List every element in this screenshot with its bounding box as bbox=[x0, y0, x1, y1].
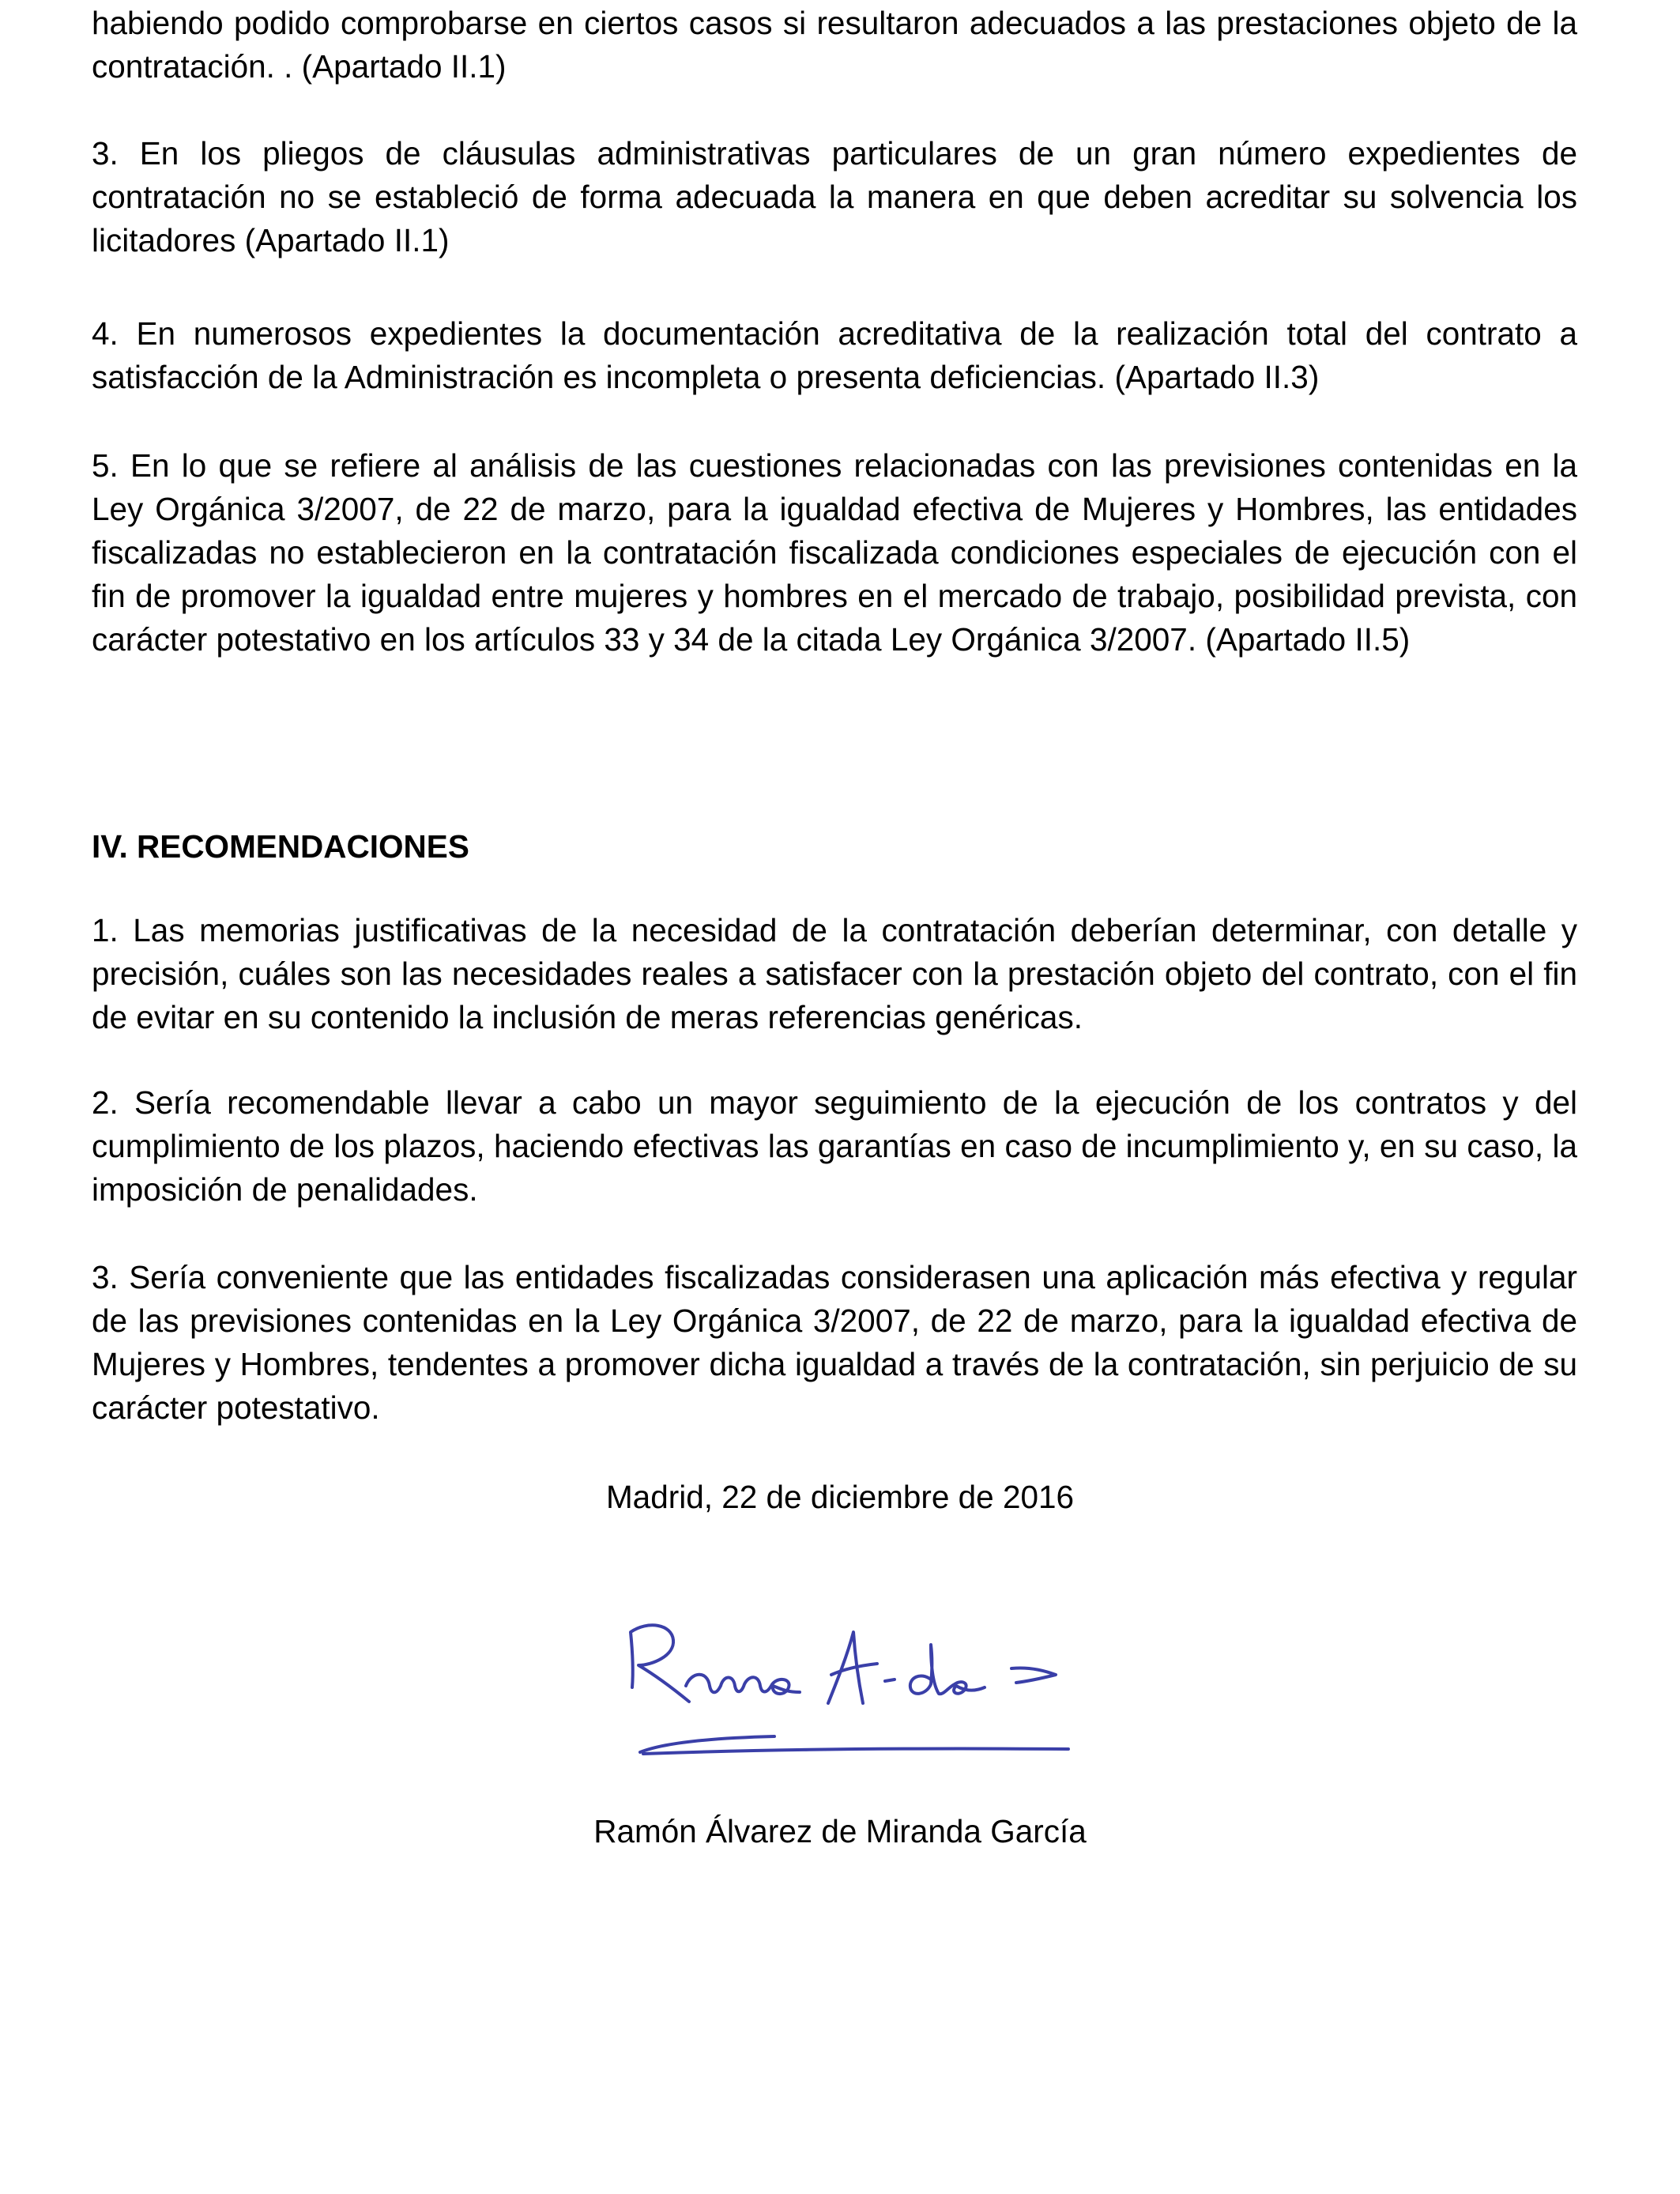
recommendation-paragraph-2: 2. Sería recomendable llevar a cabo un mayor seguimiento de la ejecución de los contratos y del cumplimiento de los plazos, haciendo efectivas las garantías en caso de incumplimiento y, en su caso, la imposición de penalidades. bbox=[92, 1084, 1577, 1208]
finding-paragraph-4: 4. En numerosos expedientes la documentación acreditativa de la realización total del contrato a satisfacción de la Administración es incompleta o presenta deficiencias. (Apartado II.3) bbox=[92, 315, 1577, 395]
place-date: Madrid, 22 de diciembre de 2016 bbox=[605, 1479, 1075, 1515]
recommendation-paragraph-3: 3. Sería conveniente que las entidades fiscalizadas considerasen una aplicación más efectiva y regular de las previsiones contenidas en la Ley Orgánica 3/2007, de 22 de marzo, para la igualdad efectiva de Mujeres y Hombres, tendentes a promover dicha igualdad a través de la contratación, sin perjuicio de su carácter potestativo. bbox=[92, 1259, 1577, 1426]
signatory-name: Ramón Álvarez de Miranda García bbox=[593, 1813, 1087, 1849]
handwritten-signature bbox=[616, 1593, 1090, 1766]
recommendations-heading: IV. RECOMENDACIONES bbox=[92, 828, 469, 865]
finding-paragraph-continuation: habiendo podido comprobarse en ciertos casos si resultaron adecuados a las prestaciones objeto de la contratación. . (Apartado II.1) bbox=[92, 5, 1577, 85]
finding-paragraph-3: 3. En los pliegos de cláusulas administrativas particulares de un gran número expedientes de contratación no se estableció de forma adecuada la manera en que deben acreditar su solvencia los licitadores (Apartado II.1) bbox=[92, 135, 1577, 258]
recommendation-paragraph-1: 1. Las memorias justificativas de la necesidad de la contratación deberían determinar, con detalle y precisión, cuáles son las necesidades reales a satisfacer con la prestación objeto del contrato, con el fin de evitar en su contenido la inclusión de meras referencias genéricas. bbox=[92, 912, 1577, 1035]
finding-paragraph-5: 5. En lo que se refiere al análisis de las cuestiones relacionadas con las previsiones contenidas en la Ley Orgánica 3/2007, de 22 de marzo, para la igualdad efectiva de Mujeres y Hombres, las entidades fiscalizadas no establecieron en la contratación fiscalizada condiciones especiales de ejecución con el fin de promover la igualdad entre mujeres y hombres en el mercado de trabajo, posibilidad prevista, con carácter potestativo en los artículos 33 y 34 de la citada Ley Orgánica 3/2007. (Apartado II.5) bbox=[92, 447, 1577, 658]
